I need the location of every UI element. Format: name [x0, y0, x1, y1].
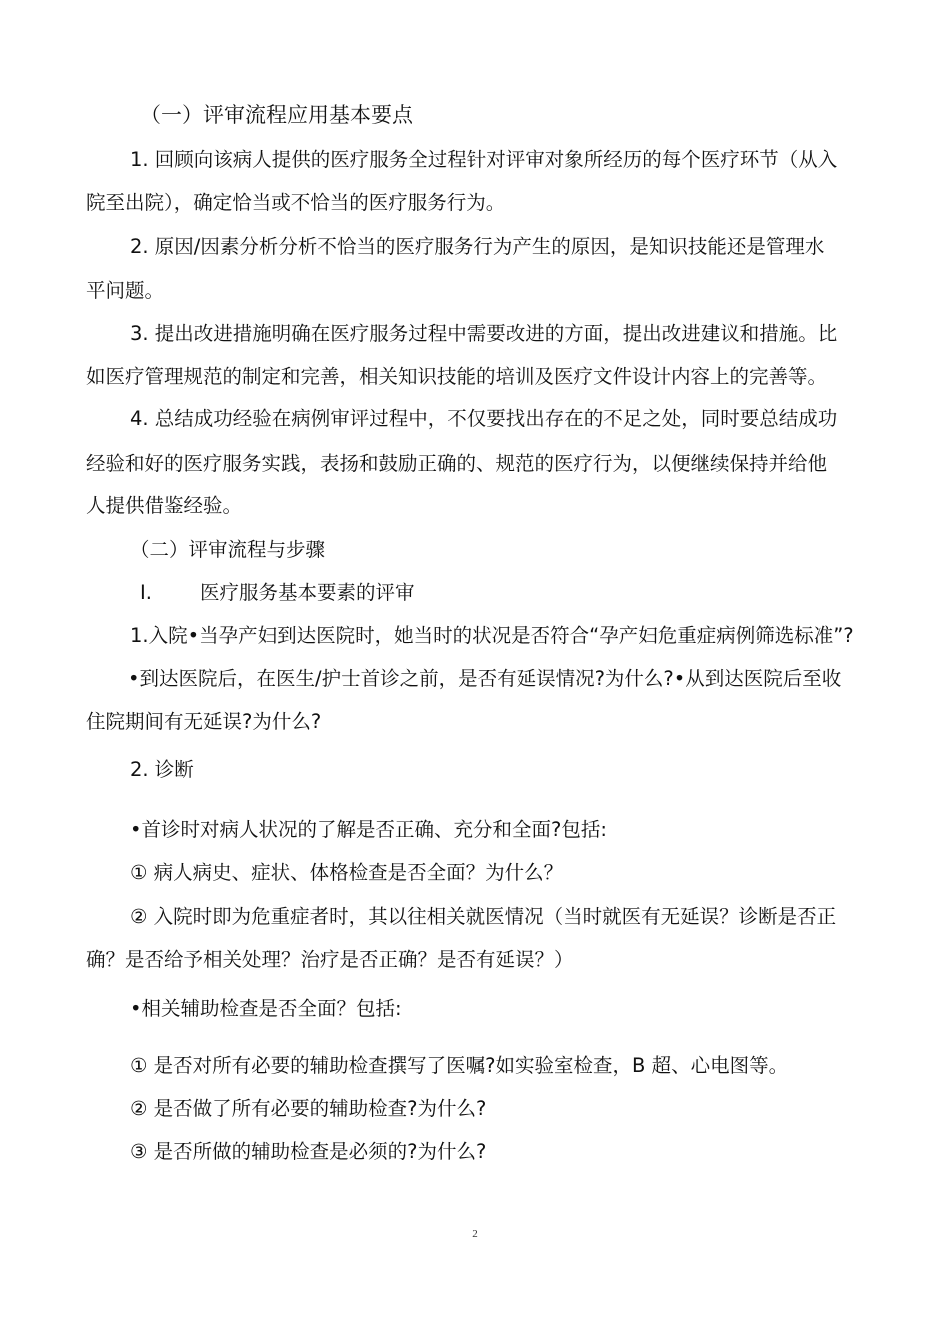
first-visit-intro: •首诊时对病人状况的了解是否正确、充分和全面?包括: — [130, 818, 607, 841]
diagnosis-title: 2. 诊断 — [130, 758, 194, 781]
s1-item2-line1: 2. 原因/因素分析分析不恰当的医疗服务行为产生的原因，是知识技能还是管理水 — [130, 235, 825, 258]
aux-item1: ① 是否对所有必要的辅助检查撰写了医嘱?如实验室检查，B 超、心电图等。 — [130, 1054, 789, 1077]
section2-heading: （二）评审流程与步骤 — [130, 538, 326, 561]
admission-line2: •到达医院后，在医生/护士首诊之前，是否有延误情况?为什么?•从到达医院后至收 — [128, 667, 842, 690]
first-visit-item2-cont: 确？是否给予相关处理？治疗是否正确？是否有延误？） — [86, 948, 574, 971]
page-number: 2 — [472, 1228, 478, 1240]
s1-item4-line1: 4. 总结成功经验在病例审评过程中，不仅要找出存在的不足之处，同时要总结成功 — [130, 407, 838, 430]
first-visit-item2: ② 入院时即为危重症者时，其以往相关就医情况（当时就医有无延误？诊断是否正 — [130, 905, 837, 928]
first-visit-item1: ① 病人病史、症状、体格检查是否全面？为什么？ — [130, 861, 564, 884]
s1-item2-line2: 平问题。 — [86, 279, 165, 302]
s1-item3-line2: 如医疗管理规范的制定和完善，相关知识技能的培训及医疗文件设计内容上的完善等。 — [86, 365, 828, 388]
aux-item3: ③ 是否所做的辅助检查是必须的?为什么? — [130, 1140, 487, 1163]
section2-subheading-number: Ⅰ. — [140, 581, 152, 604]
s1-item1-line1: 1. 回顾向该病人提供的医疗服务全过程针对评审对象所经历的每个医疗环节（从入 — [130, 148, 838, 171]
section1-heading: （一）评审流程应用基本要点 — [140, 103, 413, 127]
admission-line1: 1.入院•当孕产妇到达医院时，她当时的状况是否符合“孕产妇危重症病例筛选标准”? — [130, 624, 854, 647]
aux-intro: •相关辅助检查是否全面？包括: — [130, 997, 402, 1020]
s1-item1-line2: 院至出院），确定恰当或不恰当的医疗服务行为。 — [86, 191, 506, 214]
s1-item4-line2: 经验和好的医疗服务实践，表扬和鼓励正确的、规范的医疗行为，以便继续保持并给他 — [86, 452, 828, 475]
s1-item4-line3: 人提供借鉴经验。 — [86, 494, 243, 517]
aux-item2: ② 是否做了所有必要的辅助检查?为什么? — [130, 1097, 487, 1120]
section2-subheading: 医疗服务基本要素的评审 — [200, 581, 415, 604]
s1-item3-line1: 3. 提出改进措施明确在医疗服务过程中需要改进的方面，提出改进建议和措施。比 — [130, 322, 838, 345]
admission-line3: 住院期间有无延误?为什么? — [86, 710, 322, 733]
